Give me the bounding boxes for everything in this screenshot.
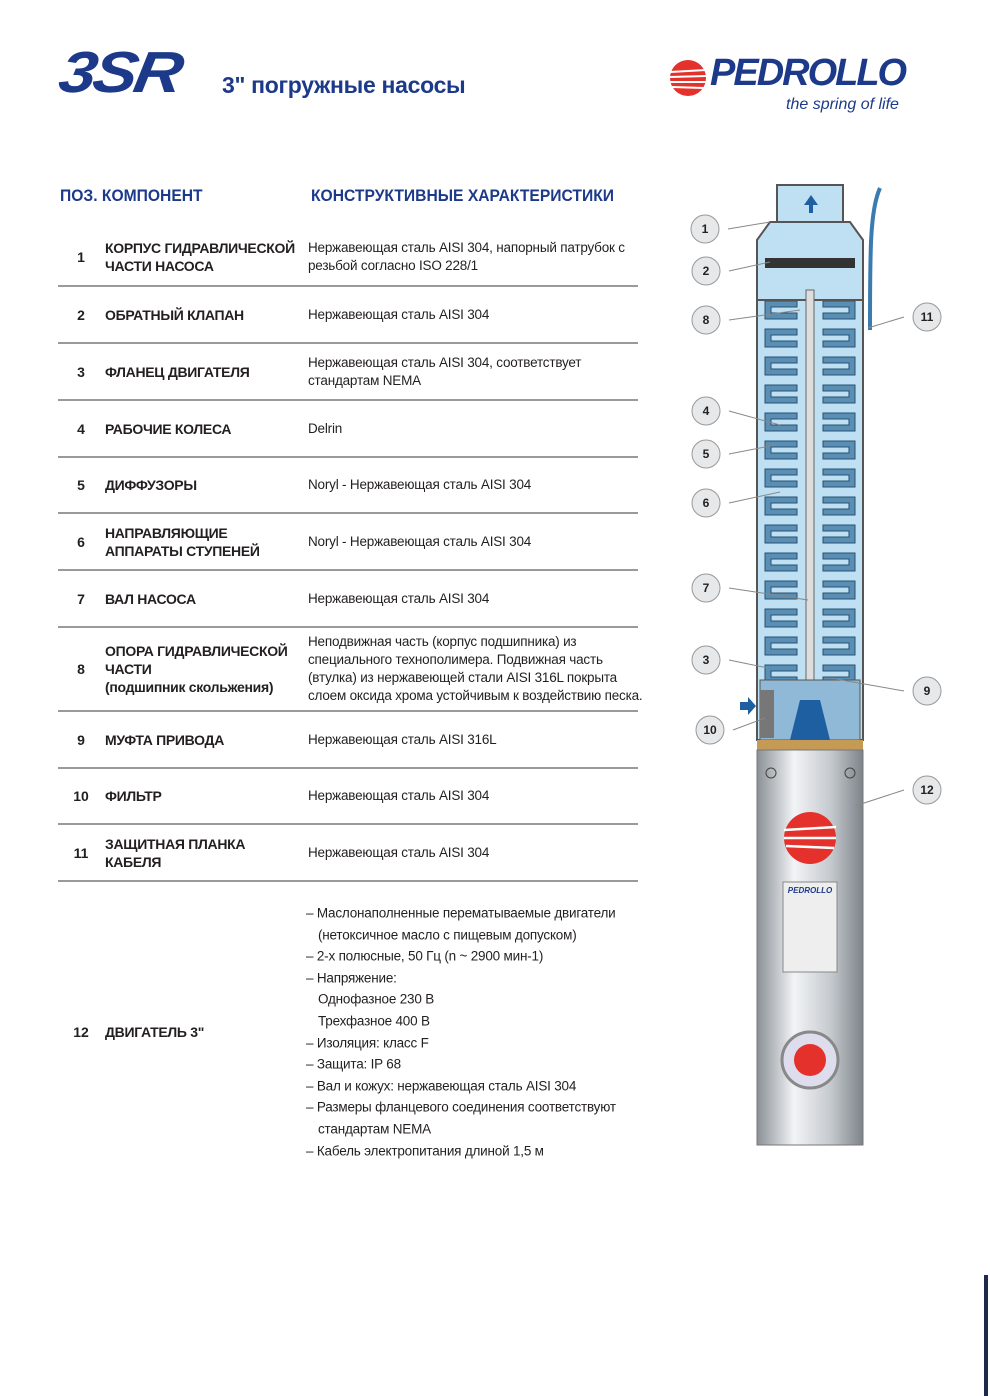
nameplate-brand: PEDROLLO [787,886,833,895]
row-spec: Нержавеющая сталь AISI 304 [308,590,490,606]
table-row [58,825,638,882]
table-row [58,769,638,825]
row-number: 4 [77,420,85,437]
row-component: ОБРАТНЫЙ КЛАПАН [105,306,244,323]
spec-item: – Кабель электропитания длиной 1,5 м [306,1142,544,1158]
row-number: 5 [77,477,85,493]
callout-8 [692,306,720,334]
motor-brand-shell-icon [784,812,836,864]
column-header-position-component: ПОЗ. КОМПОНЕНТ [60,186,203,205]
check-valve [765,258,855,268]
svg-text:9: 9 [923,684,931,698]
page-title: 3" погружные насосы [222,72,466,98]
spec-item: Трехфазное 400 В [318,1013,430,1029]
row-spec: Нержавеющая сталь AISI 316L [308,731,497,747]
table-row [58,628,643,712]
column-header-spec: КОНСТРУКТИВНЫЕ ХАРАКТЕРИСТИКИ [311,186,614,205]
row-number: 3 [77,363,85,380]
component-subtitle: (подшипник скольжения) [105,679,274,695]
row-component: ФИЛЬТР [105,788,162,804]
row-number: 2 [77,306,85,323]
table-row [58,712,638,769]
brand-shell-icon [668,58,708,98]
row-number: 8 [77,661,85,677]
row-number: 9 [77,731,85,748]
row-component [105,642,300,696]
svg-text:2: 2 [702,264,710,278]
svg-text:1: 1 [701,222,709,236]
row-component: ЗАЩИТНАЯ ПЛАНКА КАБЕЛЯ [105,835,246,870]
svg-text:6: 6 [702,496,710,510]
svg-text:3: 3 [702,653,710,667]
row-component: ДИФФУЗОРЫ [105,477,197,493]
row-number: 6 [77,533,85,550]
table-row [58,571,638,628]
callout-9 [913,677,941,705]
row-spec: Нержавеющая сталь AISI 304 [308,306,490,322]
callout-4 [692,397,720,425]
table-row [58,228,638,287]
svg-text:12: 12 [920,783,934,797]
spec-item: – Защита: IP 68 [306,1056,401,1072]
row-number: 7 [77,590,85,607]
svg-text:11: 11 [920,310,934,324]
table-row [58,344,638,401]
motor-spec-list [306,902,646,1161]
callout-5 [692,440,720,468]
callout-7 [692,574,720,602]
svg-text:7: 7 [702,581,710,595]
table-row [58,514,638,571]
component-name: ОПОРА ГИДРАВЛИЧЕСКОЙ ЧАСТИ [105,643,288,677]
table-row [58,401,638,458]
row-component: ДВИГАТЕЛЬ 3" [105,1024,205,1040]
svg-text:4: 4 [702,404,710,418]
row-spec: Delrin [308,420,343,436]
spec-item: – Напряжение: [306,970,397,986]
row-spec: Неподвижная часть (корпус подшипника) из специального технополимера. Подвижная часть (втулка) из нержавеющей стали AISI 316L покрыта слоем оксида хрома устойчивым к воздействию песка. [308,634,643,703]
pump-shaft [806,290,814,680]
motor-nameplate [783,882,837,972]
callout-11 [913,303,941,331]
row-component: КОРПУС ГИДРАВЛИЧЕСКОЙ ЧАСТИ НАСОСА [105,239,295,274]
callout-12 [913,776,941,804]
callout-10 [696,716,724,744]
spec-item: – Размеры фланцевого соединения соответствуют стандартам NEMA [306,1099,616,1137]
row-spec: Noryl - Нержавеющая сталь AISI 304 [308,533,532,549]
cable [870,188,880,330]
brand-logo [668,52,918,122]
series-logo: 3SR [54,40,186,105]
spec-item: – 2-х полюсные, 50 Гц (n ~ 2900 мин-1) [306,948,544,964]
row-number: 12 [73,1024,89,1040]
row-spec: Нержавеющая сталь AISI 304 [308,788,490,803]
table-row [58,458,638,514]
row-component: ВАЛ НАСОСА [105,590,196,607]
spec-item: Однофазное 230 В [318,991,434,1007]
spec-item: – Маслонаполненные перематываемые двигатели (нетоксичное масло с пищевым допуском) [306,905,616,943]
svg-text:8: 8 [702,313,710,327]
callout-1 [691,215,719,243]
svg-text:5: 5 [702,447,710,461]
callout-3 [692,646,720,674]
filter [760,690,774,738]
row-component: МУФТА ПРИВОДА [105,731,225,748]
brand-name: PEDROLLO [710,52,906,94]
callout-2 [692,257,720,285]
inlet-arrow-icon [740,697,756,715]
svg-text:10: 10 [703,723,717,737]
callout-6 [692,489,720,517]
row-number: 10 [73,788,89,804]
page-edge-marker [984,1275,988,1396]
row-component: РАБОЧИЕ КОЛЕСА [105,420,232,437]
row-spec: Нержавеющая сталь AISI 304 [308,844,490,860]
spec-item: – Изоляция: класс F [306,1035,429,1050]
pump-cutaway-diagram [680,180,950,1160]
row-spec: Нержавеющая сталь AISI 304, соответствует стандартам NEMA [308,354,582,388]
table-row [58,287,638,344]
spec-item: – Вал и кожух: нержавеющая сталь AISI 304 [306,1078,577,1094]
row-number: 1 [77,248,85,265]
table-row [58,882,638,1182]
row-number: 11 [73,844,89,861]
row-spec: Нержавеющая сталь AISI 304, напорный патрубок с резьбой согласно ISO 228/1 [308,239,625,273]
row-spec: Noryl - Нержавеющая сталь AISI 304 [308,477,532,492]
row-component: ФЛАНЕЦ ДВИГАТЕЛЯ [105,363,250,380]
brand-tagline: the spring of life [786,96,899,113]
row-component: НАПРАВЛЯЮЩИЕ АППАРАТЫ СТУПЕНЕЙ [105,524,260,559]
